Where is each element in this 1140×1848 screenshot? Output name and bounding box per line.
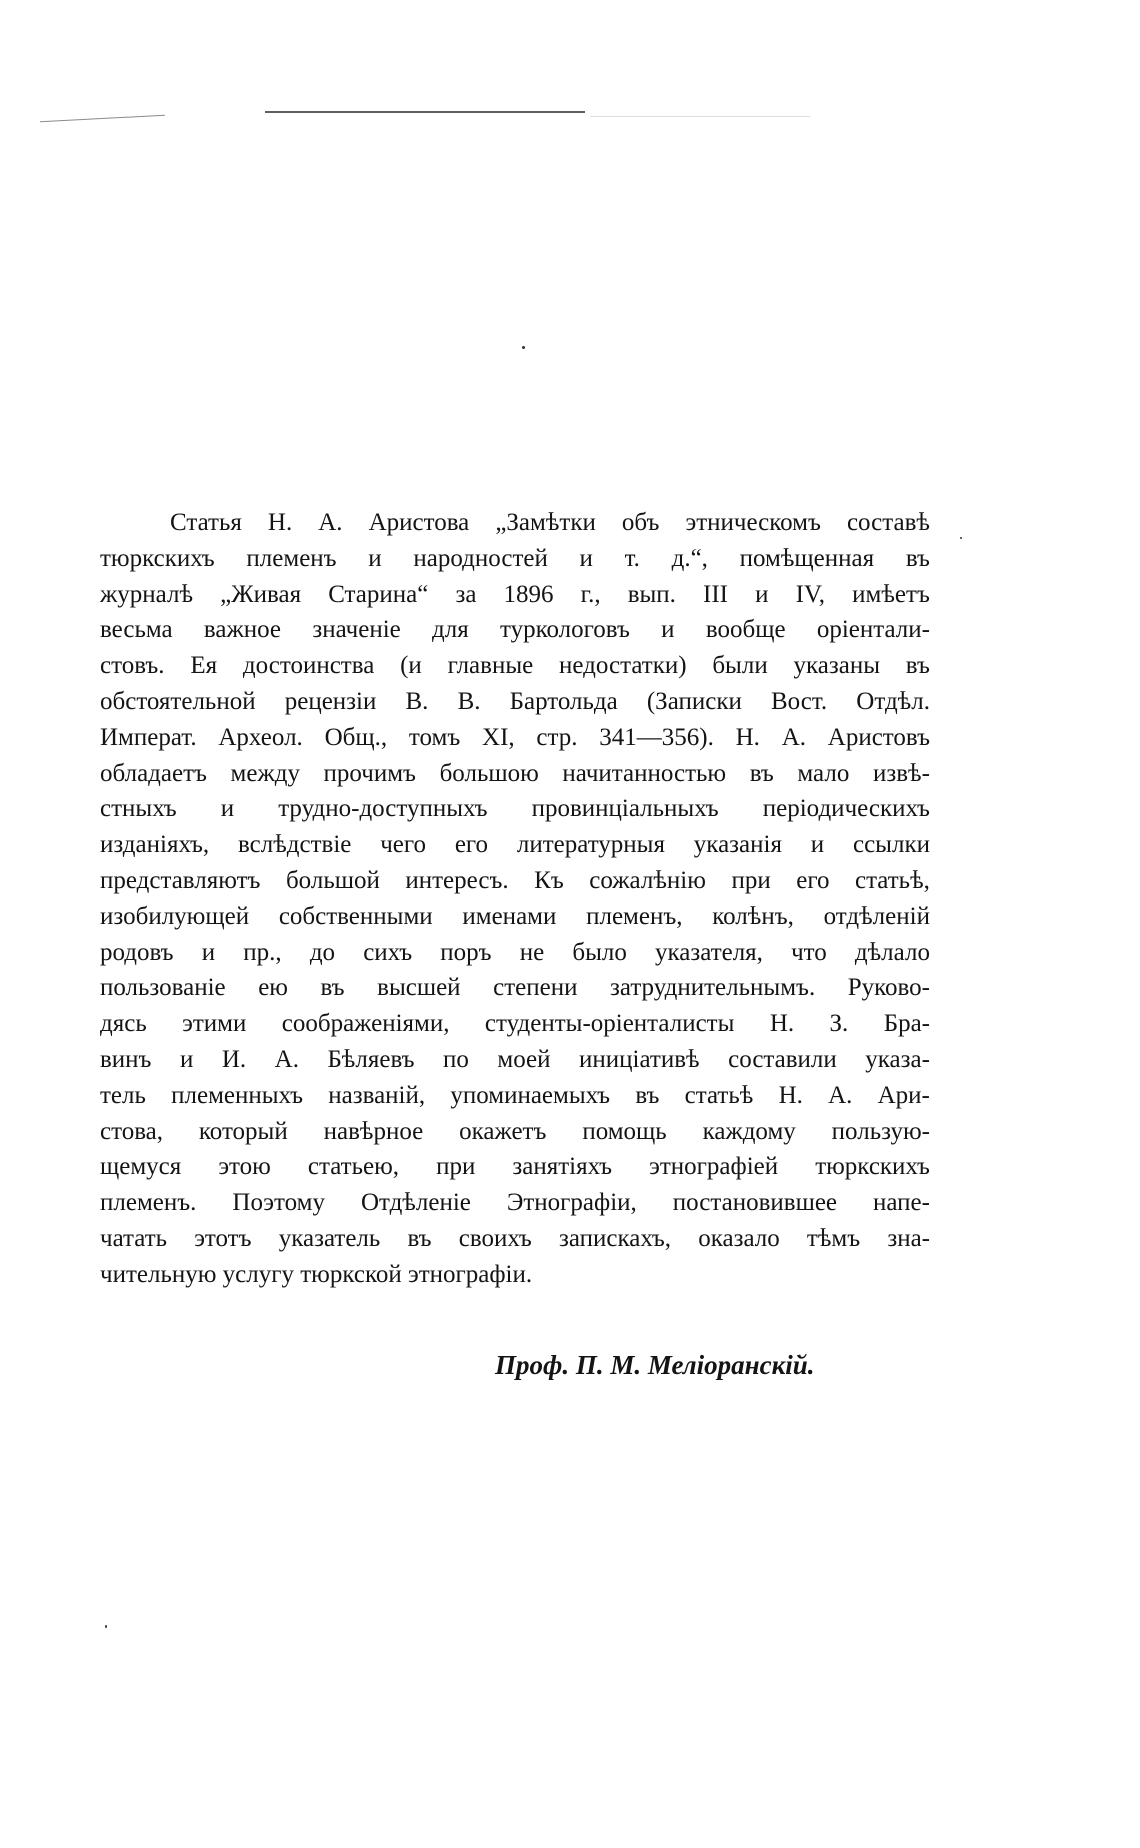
word: Общ.,	[324, 723, 388, 751]
word: Императ.	[100, 723, 197, 751]
word: пользую-	[831, 1117, 930, 1145]
word: рецензіи	[284, 687, 377, 715]
word: III	[703, 580, 729, 608]
word: А.	[318, 509, 343, 536]
word: Ари-	[877, 1081, 930, 1109]
word: дясь	[100, 1010, 147, 1038]
word: извѣ-	[872, 759, 930, 787]
word: по	[443, 1045, 469, 1073]
word: туркологовъ	[500, 616, 630, 644]
word: его	[796, 866, 830, 894]
word: стова,	[100, 1117, 164, 1145]
word: помощь	[582, 1117, 667, 1145]
word: стр.	[536, 723, 578, 751]
body-paragraph	[100, 505, 930, 1293]
word: В.	[405, 687, 429, 715]
word: Археол.	[218, 723, 303, 751]
word: тѣмъ	[806, 1224, 861, 1252]
word: главные	[447, 652, 534, 680]
word: помѣщенная	[739, 544, 875, 572]
word: племенъ	[246, 544, 337, 572]
word: изобилующей	[100, 902, 250, 930]
word: тюркскихъ	[100, 544, 215, 572]
scan-artifact	[590, 116, 810, 117]
text-line	[100, 970, 930, 1006]
word: въ	[905, 544, 930, 572]
word: трудно-доступныхъ	[278, 795, 488, 823]
word: Вост.	[770, 687, 828, 715]
word: племенъ.	[100, 1189, 197, 1217]
word: и	[368, 544, 382, 572]
word: въ	[407, 1224, 432, 1252]
word: литературныя	[516, 831, 665, 859]
text-line	[100, 1078, 930, 1114]
word: не	[519, 938, 545, 966]
word: Ея	[190, 652, 218, 680]
word: весьма	[100, 616, 173, 644]
word: стовъ.	[100, 652, 165, 680]
word: въ	[749, 759, 774, 787]
scan-speck	[522, 346, 525, 349]
word: большой	[285, 866, 380, 894]
word: Аристова	[368, 509, 470, 536]
text-line	[100, 1042, 930, 1078]
word: З.	[829, 1010, 849, 1038]
word: этническомъ	[685, 509, 821, 536]
word: затруднительнымъ.	[610, 974, 816, 1002]
word: тюркскихъ	[815, 1153, 930, 1181]
word: статьею,	[307, 1153, 400, 1181]
word: чатать	[100, 1224, 168, 1252]
word: народностей	[413, 544, 548, 572]
word: въ	[320, 974, 345, 1002]
text-line	[100, 1185, 930, 1221]
word: Аристовъ	[827, 723, 930, 751]
word: имѣетъ	[852, 580, 930, 608]
word: А.	[828, 1081, 853, 1109]
word: и	[220, 795, 235, 823]
word: журналѣ	[100, 580, 194, 608]
text-line	[100, 648, 930, 684]
word: иниціативѣ	[579, 1045, 700, 1073]
word: племенныхъ	[171, 1081, 304, 1109]
word: каждому	[702, 1117, 796, 1145]
word: вообще	[705, 616, 786, 644]
word: д.“,	[671, 544, 708, 572]
word: окажетъ	[459, 1117, 547, 1145]
word: томъ	[408, 723, 461, 751]
word: недостатки)	[559, 652, 687, 680]
word: занятіяхъ	[512, 1153, 613, 1181]
text-line	[100, 1114, 930, 1150]
word: племенъ,	[586, 902, 683, 930]
word: соображеніями,	[281, 1010, 450, 1038]
word: запискахъ,	[558, 1224, 672, 1252]
word: мало	[797, 759, 850, 787]
word: и	[810, 831, 825, 859]
text-line	[100, 541, 930, 577]
word: и	[179, 1045, 194, 1073]
word: высшей	[377, 974, 461, 1002]
word: представляютъ	[100, 866, 261, 894]
scan-artifact	[40, 115, 165, 123]
text-line	[100, 791, 930, 827]
word: въ	[635, 1081, 660, 1109]
word: отдѣленій	[823, 902, 930, 930]
word: XI,	[482, 723, 515, 751]
word: Бартольда	[509, 687, 618, 715]
text-line: чительную услугу тюркской этнографіи.	[100, 1260, 533, 1288]
word: при	[731, 866, 771, 894]
text-line	[100, 1149, 930, 1185]
text-line	[100, 612, 930, 648]
word: 341—356).	[599, 723, 714, 751]
word: вып.	[627, 580, 676, 608]
word: достоинства	[242, 652, 375, 680]
word: Руково-	[847, 974, 930, 1002]
word: важное	[203, 616, 282, 644]
word: именами	[462, 902, 557, 930]
word: указанія	[693, 831, 782, 859]
word: колѣнъ,	[712, 902, 794, 930]
word: винъ	[100, 1045, 152, 1073]
word: между	[230, 759, 300, 787]
text-line	[100, 935, 930, 971]
word: и	[661, 616, 675, 644]
word: этими	[182, 1010, 247, 1038]
word: указатель	[278, 1224, 381, 1252]
word: Старина“	[328, 580, 429, 608]
text-line	[100, 1006, 930, 1042]
word: ссылки	[852, 831, 930, 859]
word: пользованіе	[100, 974, 226, 1002]
word: напе-	[873, 1189, 930, 1217]
word: этотъ	[194, 1224, 252, 1252]
word: объ	[621, 509, 660, 536]
word: упоминаемыхъ	[450, 1081, 611, 1109]
word: (Записки	[646, 687, 742, 715]
text-line	[100, 720, 930, 756]
text-line	[100, 899, 930, 935]
word: „Живая	[220, 580, 302, 608]
word: Къ	[534, 866, 564, 894]
word: зна-	[887, 1224, 930, 1252]
word: статьѣ	[684, 1081, 754, 1109]
word: Бра-	[883, 1010, 930, 1038]
word: Н.	[267, 509, 293, 536]
word: указателя,	[655, 938, 763, 966]
word: т.	[624, 544, 640, 572]
word: для	[432, 616, 469, 644]
word: указаны	[793, 652, 880, 680]
header-rule	[265, 111, 585, 113]
word: родовъ	[100, 938, 174, 966]
word: тель	[100, 1081, 146, 1109]
word: начитанностью	[562, 759, 727, 787]
word: статьѣ,	[854, 866, 930, 894]
text-line	[100, 577, 930, 613]
word: и	[755, 580, 769, 608]
text-line	[100, 827, 930, 863]
word: А.	[274, 1045, 299, 1073]
text-line	[100, 863, 930, 899]
word: стныхъ	[100, 795, 177, 823]
word: ею	[258, 974, 288, 1002]
word: Этнографіи,	[506, 1189, 637, 1217]
word: Н.	[769, 1010, 795, 1038]
word: его	[454, 831, 489, 859]
word: что	[791, 938, 827, 966]
word: провинціальныхъ	[531, 795, 719, 823]
word: и	[579, 544, 593, 572]
word: пр.,	[243, 938, 282, 966]
word: Н.	[735, 723, 760, 751]
word: моей	[497, 1045, 551, 1073]
word: щемуся	[100, 1153, 182, 1181]
word: который	[198, 1117, 288, 1145]
text-line	[100, 684, 930, 720]
word: сихъ	[363, 938, 413, 966]
word: составѣ	[846, 509, 930, 536]
word: степени	[493, 974, 578, 1002]
word: А.	[781, 723, 806, 751]
author-signature: Проф. П. М. Меліоранскій.	[495, 1350, 815, 1380]
word: дѣлало	[854, 938, 930, 966]
word: за	[455, 580, 477, 608]
word: этою	[218, 1153, 271, 1181]
word: названій,	[328, 1081, 426, 1109]
word: этнографіей	[649, 1153, 779, 1181]
word: оріентали-	[816, 616, 930, 644]
word: 1896	[503, 580, 554, 608]
word: (и	[400, 652, 422, 680]
word: поръ	[440, 938, 492, 966]
word: своихъ	[458, 1224, 532, 1252]
word: вслѣдствіе	[237, 831, 352, 859]
word: собственными	[278, 902, 433, 930]
word: при	[436, 1153, 476, 1181]
word: Поэтому	[232, 1189, 325, 1217]
word: періодическихъ	[762, 795, 930, 823]
word: интересъ.	[405, 866, 509, 894]
word: Статья	[170, 509, 242, 536]
word: составили	[728, 1045, 837, 1073]
word: Бѣляевъ	[327, 1045, 415, 1073]
word: И.	[221, 1045, 247, 1073]
word: навѣрное	[323, 1117, 424, 1145]
word: В.	[457, 687, 481, 715]
word: прочимъ	[323, 759, 416, 787]
word: чего	[380, 831, 427, 859]
word: Н.	[778, 1081, 803, 1109]
word: оказало	[698, 1224, 780, 1252]
word: указа-	[865, 1045, 930, 1073]
text-line	[100, 505, 930, 541]
word: „Замѣтки	[495, 509, 596, 536]
word: значеніе	[312, 616, 401, 644]
word: обстоятельной	[100, 687, 256, 715]
scan-speck	[960, 537, 962, 539]
word: и	[201, 938, 216, 966]
word: г.,	[580, 580, 601, 608]
word: обладаетъ	[100, 759, 207, 787]
word: до	[309, 938, 336, 966]
scan-speck	[105, 1625, 107, 1628]
text-line	[100, 1221, 930, 1257]
word: Отдѣл.	[856, 687, 930, 715]
word: изданіяхъ,	[100, 831, 210, 859]
word: IV,	[795, 580, 826, 608]
word: большою	[439, 759, 539, 787]
word: сожалѣнію	[589, 866, 706, 894]
word: студенты-оріенталисты	[484, 1010, 735, 1038]
word: Отдѣленіе	[360, 1189, 471, 1217]
word: въ	[905, 652, 930, 680]
text-line	[100, 756, 930, 792]
word: было	[572, 938, 627, 966]
word: были	[712, 652, 768, 680]
word: постановившее	[672, 1189, 838, 1217]
